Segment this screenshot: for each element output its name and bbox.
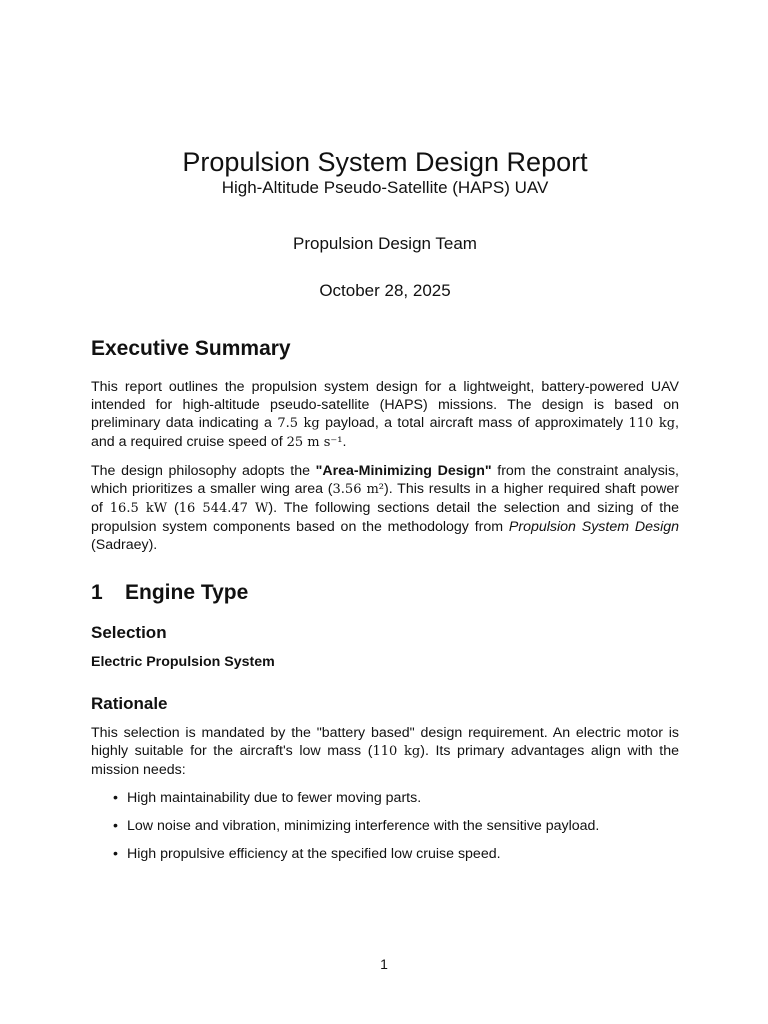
bold-term: "Area-Minimizing Design"	[315, 463, 492, 479]
text-run: payload, a total aircraft mass of approximately	[319, 415, 629, 431]
text-run: from the constraint analysis, which prioritizes a smaller wing area (	[91, 463, 679, 497]
payload-value: 7.5 kg	[277, 416, 320, 431]
page-number: 1	[380, 956, 388, 972]
title-block	[91, 146, 679, 300]
bullet-icon: •	[113, 790, 118, 806]
text-run: .	[342, 434, 347, 450]
power-w-value: 16 544.47 W	[178, 501, 269, 516]
rationale-heading: Rationale	[91, 694, 168, 713]
selection-heading: Selection	[91, 623, 167, 642]
text-run: This selection is mandated by the "battery based" design requirement. An electric motor is highly suitable for the aircraft's low mass (	[91, 725, 679, 759]
section-1-heading	[91, 580, 679, 606]
power-kw-value: 16.5 kW	[109, 501, 168, 516]
list-item-text: High propulsive efficiency at the specified low cruise speed.	[127, 846, 501, 862]
list-item-text: Low noise and vibration, minimizing interference with the sensitive payload.	[127, 818, 600, 834]
text-run: (Sadraey).	[91, 537, 158, 553]
date: October 28, 2025	[319, 281, 451, 300]
rationale-paragraph	[91, 724, 679, 779]
text-run: ). The following sections detail the selection and sizing of the propulsion system components based on the methodology from	[91, 500, 680, 535]
executive-summary-heading: Executive Summary	[91, 337, 291, 360]
selection-value: Electric Propulsion System	[91, 654, 275, 670]
bullet-icon: •	[113, 818, 118, 834]
book-title: Propulsion System Design	[508, 519, 679, 535]
text-run: ). Its primary advantages align with the mission needs:	[91, 743, 679, 778]
document-body	[91, 336, 679, 873]
section-title: Engine Type	[125, 581, 249, 604]
advantages-list	[91, 789, 679, 863]
bullet-icon: •	[113, 846, 118, 862]
list-item	[113, 845, 679, 863]
text-run: , and a required cruise speed of	[91, 415, 679, 450]
executive-summary-paragraph-1	[91, 378, 679, 452]
executive-summary-paragraph-2	[91, 462, 679, 554]
mass-value: 110 kg	[372, 744, 421, 759]
list-item-text: High maintainability due to fewer moving parts.	[127, 790, 422, 806]
speed-value: 25 m s⁻¹	[286, 435, 343, 450]
page-title: Propulsion System Design Report	[182, 147, 588, 177]
section-number: 1	[91, 581, 103, 604]
list-item	[113, 817, 679, 835]
page-subtitle: High-Altitude Pseudo-Satellite (HAPS) UAV	[221, 178, 549, 197]
text-run: ). This results in a higher required shaft power of	[91, 481, 679, 516]
mass-value: 110 kg	[628, 416, 676, 431]
list-item	[113, 789, 679, 807]
text-run: The design philosophy adopts the	[91, 463, 316, 479]
text-run: This report outlines the propulsion system design for a lightweight, battery-powered UAV intended for high-altitude pseudo-satellite (HAPS) missions. The design is based on preliminary data indicating a	[91, 379, 679, 431]
area-value: 3.56 m²	[332, 482, 384, 497]
text-run: (	[167, 500, 179, 516]
author: Propulsion Design Team	[293, 234, 477, 253]
